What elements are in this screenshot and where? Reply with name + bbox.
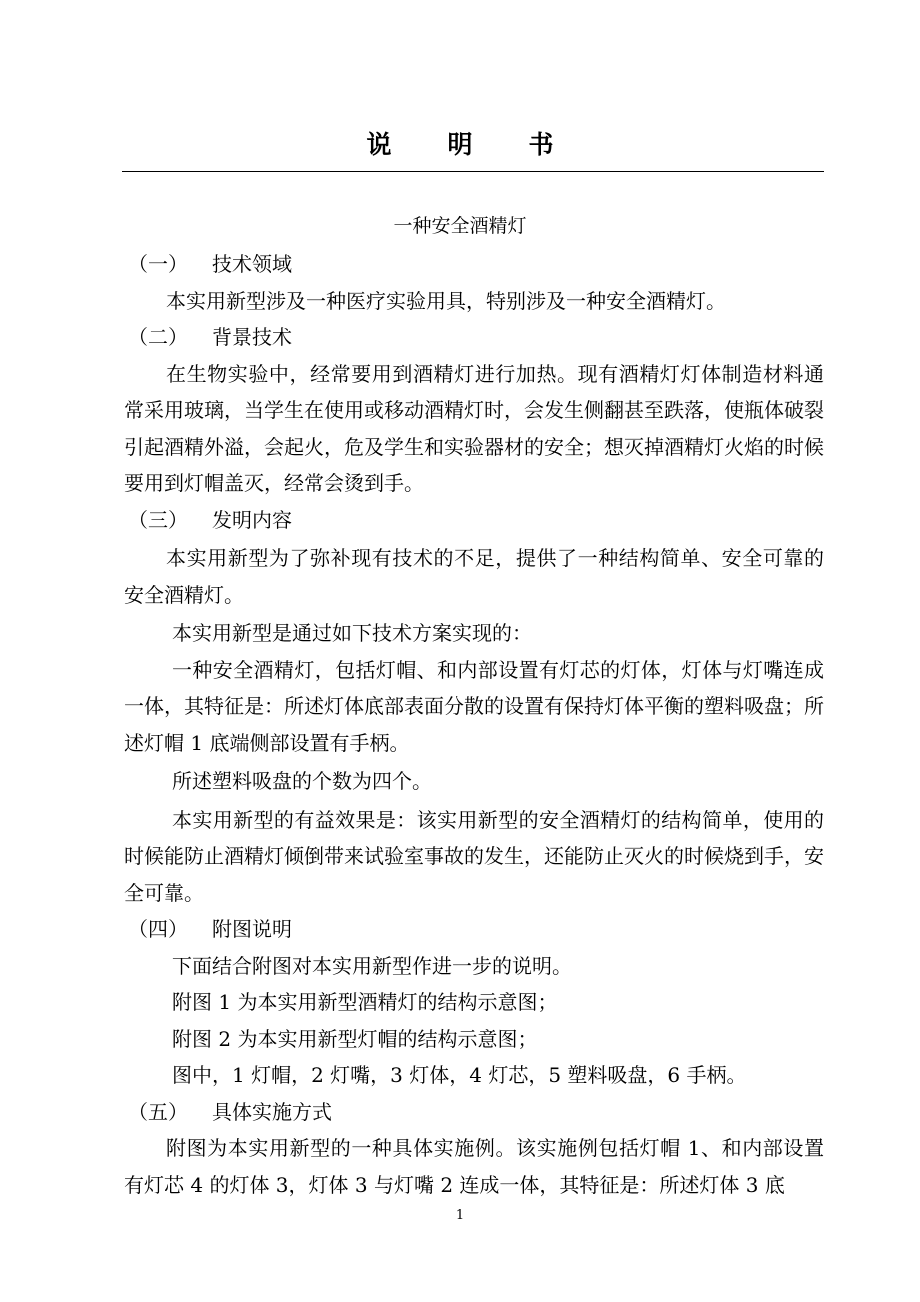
paragraph: 本实用新型为了弥补现有技术的不足，提供了一种结构简单、安全可靠的安全酒精灯。 xyxy=(124,546,824,607)
section-title: 发明内容 xyxy=(212,507,292,532)
section-title: 背景技术 xyxy=(212,325,292,349)
document-subtitle: 一种安全酒精灯 xyxy=(393,215,527,237)
paragraph: 图中，1 灯帽，2 灯嘴，3 灯体，4 灯芯，5 塑料吸盘，6 手柄。 xyxy=(172,1063,747,1087)
title-divider xyxy=(122,171,824,172)
paragraph: 所述塑料吸盘的个数为四个。 xyxy=(172,769,432,793)
section-heading xyxy=(124,1094,824,1131)
paragraph: 本实用新型的有益效果是：该实用新型的安全酒精灯的结构简单，使用的时候能防止酒精灯倾倒带来试验室事故的发生，还能防止灭火的时候烧到手，安全可靠。 xyxy=(124,807,824,905)
section-heading xyxy=(124,246,824,283)
paragraph: 下面结合附图对本实用新型作进一步的说明。 xyxy=(172,953,572,978)
title-char: 说 xyxy=(366,130,392,159)
document-body xyxy=(124,246,824,1203)
section-number: （四） xyxy=(128,917,188,941)
section-number: （三） xyxy=(128,507,188,532)
section-title: 具体实施方式 xyxy=(212,1099,332,1124)
paragraph: 附图为本实用新型的一种具体实施例。该实施例包括灯帽 1、和内部设置有灯芯 4 的灯体 3，灯体 3 与灯嘴 2 连成一体，其特征是：所述灯体 3 底 xyxy=(124,1136,824,1197)
section-heading xyxy=(124,502,824,539)
paragraph: 一种安全酒精灯，包括灯帽、和内部设置有灯芯的灯体，灯体与灯嘴连成一体，其特征是：所述灯体底部表面分散的设置有保持灯体平衡的塑料吸盘；所述灯帽 1 底端侧部设置有手柄。 xyxy=(124,657,824,755)
section-number: （一） xyxy=(128,252,188,276)
title-char: 明 xyxy=(447,130,473,159)
document-title xyxy=(0,128,920,162)
section-heading xyxy=(124,911,824,948)
section-title: 技术领域 xyxy=(212,252,292,276)
section-title: 附图说明 xyxy=(212,917,292,941)
section-number: （二） xyxy=(128,325,188,349)
paragraph: 本实用新型涉及一种医疗实验用具，特别涉及一种安全酒精灯。 xyxy=(166,288,726,313)
paragraph: 本实用新型是通过如下技术方案实现的： xyxy=(172,621,532,645)
paragraph: 在生物实验中，经常要用到酒精灯进行加热。现有酒精灯灯体制造材料通常采用玻璃，当学生在使用或移动酒精灯时，会发生侧翻甚至跌落，使瓶体破裂引起酒精外溢，会起火，危及学生和实验器材的安全；想灭掉酒精灯火焰的时候要用到灯帽盖灭，经常会烫到手。 xyxy=(124,361,824,495)
page-number: 1 xyxy=(455,1208,465,1223)
title-char: 书 xyxy=(528,130,554,159)
section-number: （五） xyxy=(128,1099,188,1124)
paragraph: 附图 2 为本实用新型灯帽的结构示意图； xyxy=(172,1026,538,1051)
section-heading xyxy=(124,319,824,356)
paragraph: 附图 1 为本实用新型酒精灯的结构示意图； xyxy=(172,990,558,1014)
